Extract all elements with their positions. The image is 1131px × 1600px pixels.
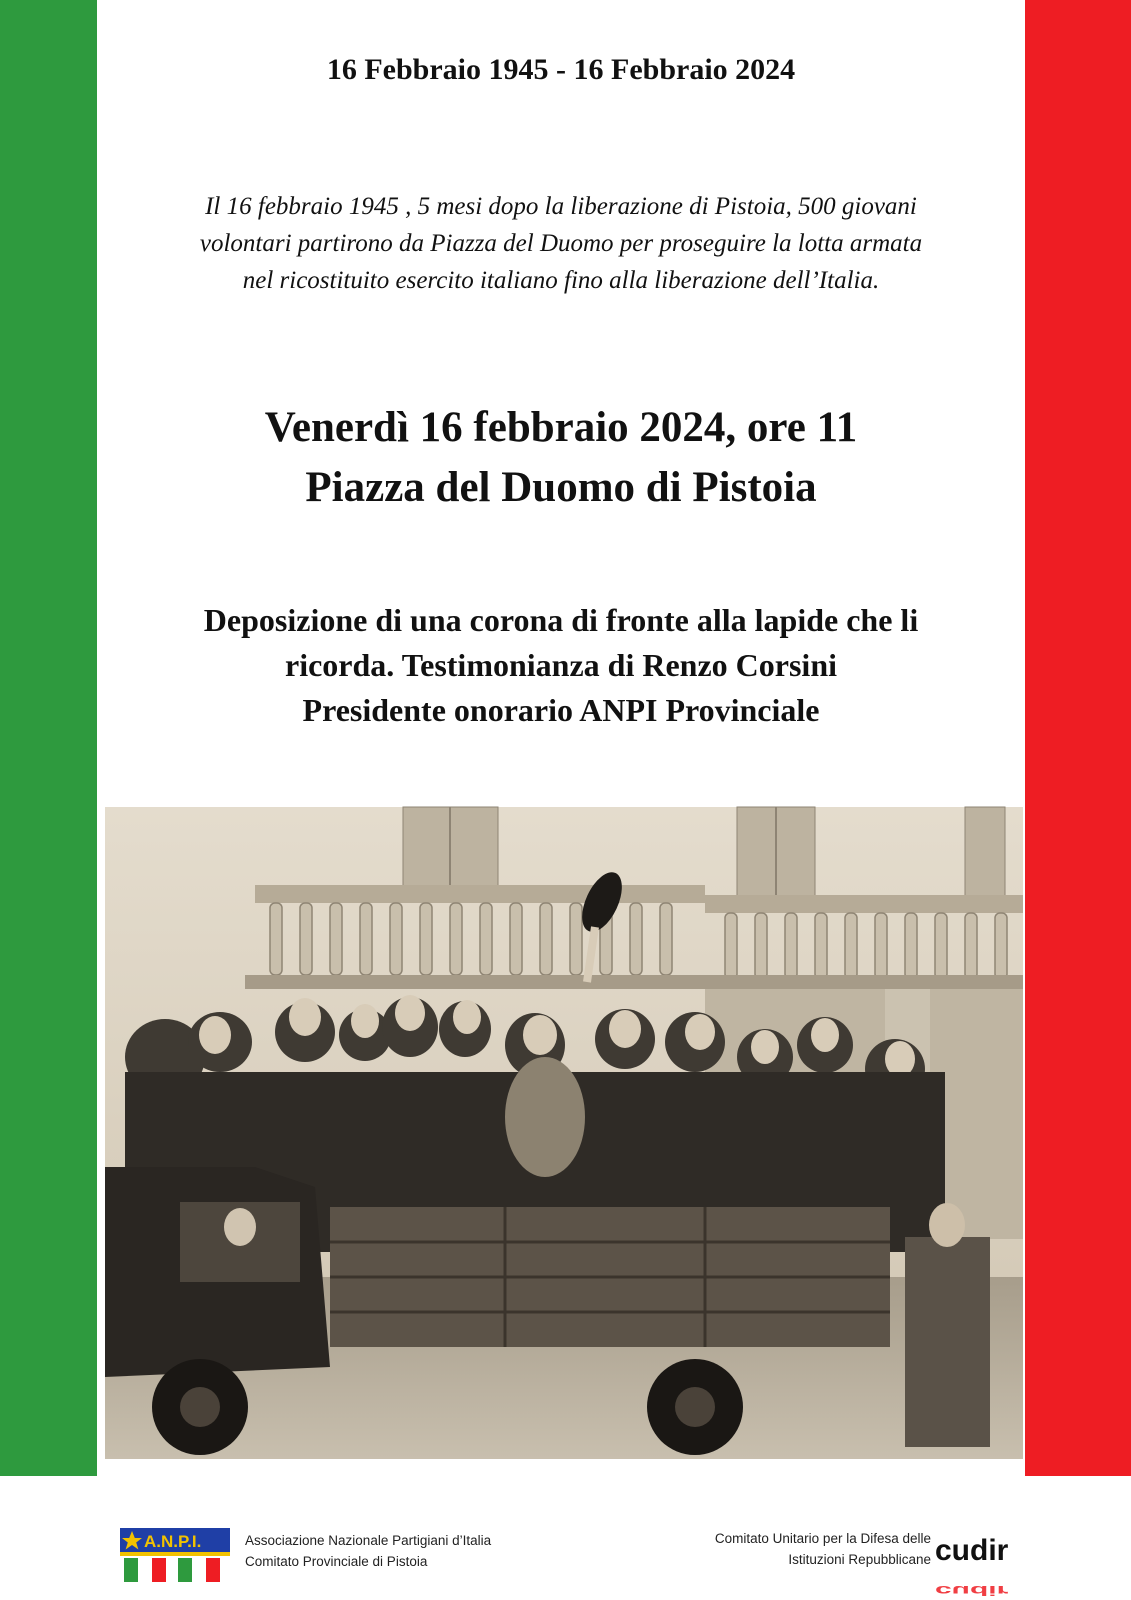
description-line: ricorda. Testimonianza di Renzo Corsini — [284, 647, 837, 683]
historical-photo — [105, 807, 1023, 1459]
cudir-logo — [935, 1522, 1015, 1598]
event-place: Piazza del Duomo di Pistoia — [305, 464, 817, 511]
intro-line: Il 16 febbraio 1945 , 5 mesi dopo la liberazione di Pistoia, 500 giovani — [205, 193, 917, 220]
intro-paragraph — [97, 188, 1025, 299]
flag-band-green — [0, 0, 97, 1476]
truck-volunteers-photo — [105, 807, 1023, 1459]
event-description — [97, 598, 1025, 733]
anpi-name: Associazione Nazionale Partigiani d’Italia — [245, 1533, 492, 1548]
cudir-name-cont: Istituzioni Repubblicane — [788, 1552, 931, 1567]
cudir-name: Comitato Unitario per la Difesa delle — [714, 1531, 931, 1546]
cudir-logo-reflection: cudir — [935, 1582, 1009, 1598]
cudir-logo-text: cudir — [935, 1534, 1009, 1567]
cudir-caption — [715, 1528, 931, 1570]
flag-band-red — [1025, 0, 1131, 1476]
anpi-caption — [245, 1530, 491, 1572]
footer — [0, 1500, 1131, 1600]
event-datetime: Venerdì 16 febbraio 2024, ore 11 — [264, 404, 858, 451]
intro-line: nel ricostituito esercito italiano fino alla liberazione dell’Italia. — [242, 267, 880, 294]
anpi-logo — [120, 1528, 230, 1582]
event-info — [97, 398, 1025, 518]
anpi-logo-text: A.N.P.I. — [144, 1532, 202, 1551]
commemoration-dates: 16 Febbraio 1945 - 16 Febbraio 2024 — [326, 53, 796, 86]
description-line: Presidente onorario ANPI Provinciale — [302, 692, 820, 728]
intro-line: volontari partirono da Piazza del Duomo per proseguire la lotta armata — [199, 230, 923, 257]
description-line: Deposizione di una corona di fronte alla lapide che li — [203, 602, 919, 638]
anpi-committee: Comitato Provinciale di Pistoia — [245, 1554, 428, 1569]
